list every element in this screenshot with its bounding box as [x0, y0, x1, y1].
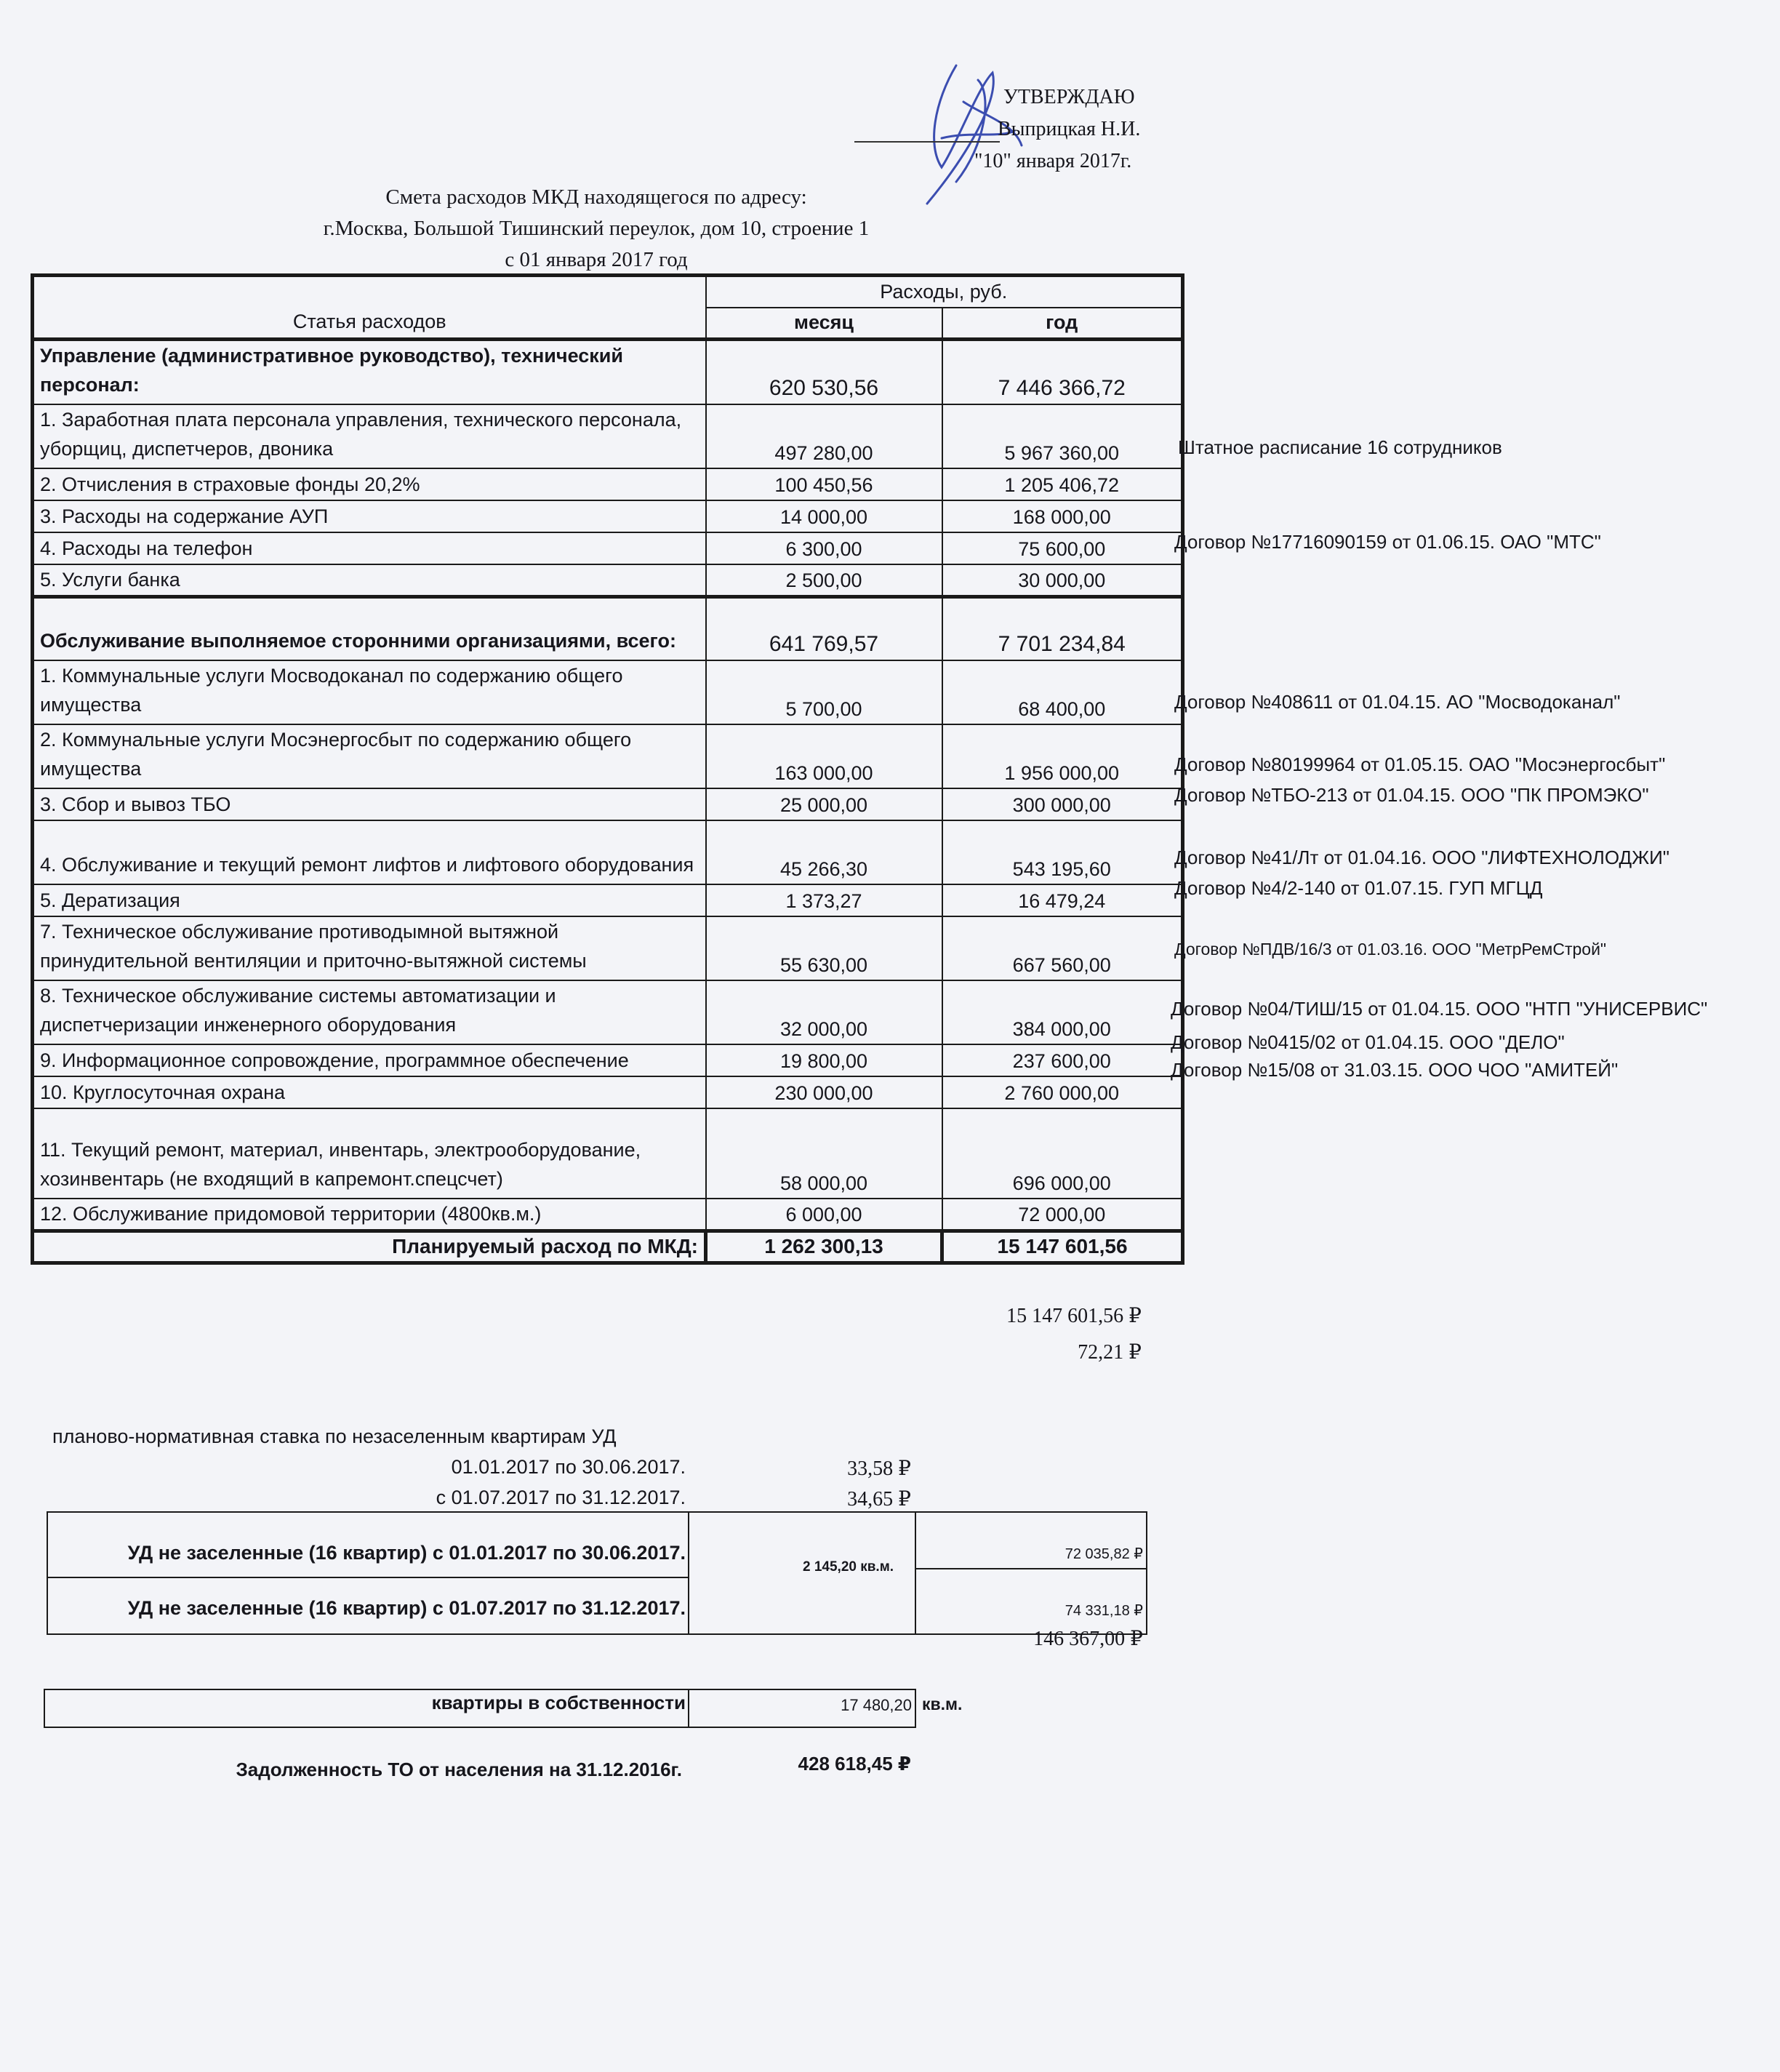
- note-waste: Договор №ТБО-213 от 01.04.15. ООО "ПК ПРОМЭКО": [1174, 784, 1649, 806]
- row-month-value: 6 300,00: [706, 532, 942, 564]
- row-year-value: 1 205 406,72: [942, 468, 1183, 500]
- vacant-amount-1: 72 035,82 ₽: [1065, 1546, 1143, 1562]
- row-year-value: 543 195,60: [942, 820, 1183, 884]
- owned-unit: кв.м.: [922, 1695, 963, 1713]
- note-lift: Договор №41/Лт от 01.04.16. ООО "ЛИФТЕХНОЛОДЖИ": [1174, 847, 1670, 868]
- table-row: [33, 500, 1183, 532]
- row-year-value: 5 967 360,00: [942, 404, 1183, 468]
- row-month-value: 5 700,00: [706, 660, 942, 724]
- annual-total: 15 147 601,56 ₽: [1006, 1305, 1142, 1327]
- owned-label: квартиры в собственности: [431, 1692, 686, 1713]
- vacant-amount-divider: [915, 1568, 1147, 1569]
- rate-per-sqm: 72,21 ₽: [1078, 1341, 1142, 1364]
- row-month-value: 163 000,00: [706, 724, 942, 788]
- row-year-value: 16 479,24: [942, 884, 1183, 916]
- row-label: 3. Сбор и вывоз ТБО: [33, 788, 706, 820]
- note-phone: Договор №17716090159 от 01.06.15. ОАО "МТС": [1174, 531, 1601, 553]
- row-month-value: 230 000,00: [706, 1076, 942, 1108]
- heading-line-3: с 01 января 2017 год: [505, 248, 688, 271]
- table-row: [33, 1199, 1183, 1231]
- table-row: [33, 404, 1183, 468]
- table-row: [33, 340, 1183, 405]
- vacant-rate-1: 33,58 ₽: [847, 1457, 911, 1480]
- note-energy: Договор №80199964 от 01.05.15. ОАО "Мосэнергосбыт": [1174, 753, 1666, 775]
- table-row: [33, 660, 1183, 724]
- vacant-period-2: с 01.07.2017 по 31.12.2017.: [436, 1487, 686, 1508]
- table-row: [33, 724, 1183, 788]
- total-row: [33, 1231, 1183, 1263]
- table-row: [33, 532, 1183, 564]
- row-label: 4. Обслуживание и текущий ремонт лифтов и лифтового оборудования: [33, 820, 706, 884]
- approval-name: Выприцкая Н.И.: [998, 118, 1141, 140]
- note-vent: Договор №ПДВ/16/3 от 01.03.16. ООО "МетрРемСтрой": [1174, 940, 1607, 959]
- table-row: [33, 788, 1183, 820]
- column-header-month: месяц: [706, 308, 942, 340]
- note-staff: Штатное расписание 16 сотрудников: [1178, 436, 1502, 458]
- row-month-value: 641 769,57: [706, 596, 942, 660]
- row-month-value: 620 530,56: [706, 340, 942, 405]
- table-row: [33, 884, 1183, 916]
- table-row: [33, 468, 1183, 500]
- owned-divider: [688, 1689, 689, 1728]
- approval-title: УТВЕРЖДАЮ: [1003, 86, 1135, 108]
- expense-table: [31, 273, 1184, 1265]
- row-year-value: 696 000,00: [942, 1108, 1183, 1199]
- table-row: [33, 1044, 1183, 1076]
- column-header-year: год: [942, 308, 1183, 340]
- row-month-value: 32 000,00: [706, 980, 942, 1044]
- row-label: Обслуживание выполняемое сторонними организациями, всего:: [33, 596, 706, 660]
- signature-line: [854, 141, 1000, 143]
- row-label: 5. Услуги банка: [33, 564, 706, 596]
- vacant-divider: [47, 1577, 689, 1578]
- row-month-value: 100 450,56: [706, 468, 942, 500]
- note-auto: Договор №04/ТИШ/15 от 01.04.15. ООО "НТП "УНИСЕРВИС": [1171, 998, 1708, 1020]
- row-month-value: 45 266,30: [706, 820, 942, 884]
- vacant-title: планово-нормативная ставка по незаселенным квартирам УД: [52, 1425, 617, 1447]
- row-month-value: 58 000,00: [706, 1108, 942, 1199]
- row-label: 2. Отчисления в страховые фонды 20,2%: [33, 468, 706, 500]
- row-label: 1. Коммунальные услуги Мосводоканал по содержанию общего имущества: [33, 660, 706, 724]
- row-year-value: 7 701 234,84: [942, 596, 1183, 660]
- row-label: 10. Круглосуточная охрана: [33, 1076, 706, 1108]
- vacant-amount-2: 74 331,18 ₽: [1065, 1603, 1143, 1619]
- row-month-value: 6 000,00: [706, 1199, 942, 1231]
- row-label: 3. Расходы на содержание АУП: [33, 500, 706, 532]
- row-label: 9. Информационное сопровождение, программное обеспечение: [33, 1044, 706, 1076]
- row-month-value: 1 373,27: [706, 884, 942, 916]
- column-header-item: Статья расходов: [33, 276, 706, 340]
- row-year-value: 300 000,00: [942, 788, 1183, 820]
- row-month-value: 497 280,00: [706, 404, 942, 468]
- total-year-value: 15 147 601,56: [942, 1231, 1183, 1263]
- row-label: 11. Текущий ремонт, материал, инвентарь, электрооборудование, хозинвентарь (не входящий в капремонт.спецсчет): [33, 1108, 706, 1199]
- row-month-value: 2 500,00: [706, 564, 942, 596]
- note-pest: Договор №4/2-140 от 01.07.15. ГУП МГЦД: [1174, 877, 1543, 899]
- row-month-value: 14 000,00: [706, 500, 942, 532]
- row-year-value: 75 600,00: [942, 532, 1183, 564]
- heading-line-1: Смета расходов МКД находящегося по адресу:: [385, 185, 807, 209]
- vacant-area: 2 145,20 кв.м.: [803, 1559, 894, 1575]
- row-label: 4. Расходы на телефон: [33, 532, 706, 564]
- table-row: [33, 564, 1183, 596]
- heading-line-2: г.Москва, Большой Тишинский переулок, дом 10, строение 1: [323, 217, 870, 240]
- table-row: [33, 980, 1183, 1044]
- row-label: 5. Дератизация: [33, 884, 706, 916]
- total-month-value: 1 262 300,13: [706, 1231, 942, 1263]
- table-row: [33, 596, 1183, 660]
- vacant-row-1-label: УД не заселенные (16 квартир) с 01.01.2017 по 30.06.2017.: [127, 1542, 686, 1564]
- vacant-rate-2: 34,65 ₽: [847, 1488, 911, 1511]
- debt-label: Задолженность ТО от населения на 31.12.2016г.: [236, 1759, 682, 1780]
- row-year-value: 72 000,00: [942, 1199, 1183, 1231]
- row-label: 7. Техническое обслуживание противодымной вытяжной принудительной вентиляции и приточно-вытяжной системы: [33, 916, 706, 980]
- note-water: Договор №408611 от 01.04.15. АО "Мосводоканал": [1174, 691, 1621, 713]
- table-row: [33, 1076, 1183, 1108]
- row-label: 12. Обслуживание придомовой территории (4800кв.м.): [33, 1199, 706, 1231]
- row-month-value: 19 800,00: [706, 1044, 942, 1076]
- table-row: [33, 820, 1183, 884]
- row-label: Управление (административное руководство), технический персонал:: [33, 340, 706, 405]
- row-year-value: 237 600,00: [942, 1044, 1183, 1076]
- row-label: 8. Техническое обслуживание системы автоматизации и диспетчеризации инженерного оборудования: [33, 980, 706, 1044]
- row-month-value: 25 000,00: [706, 788, 942, 820]
- table-row: [33, 916, 1183, 980]
- column-header-group: Расходы, руб.: [706, 276, 1183, 308]
- note-info: Договор №0415/02 от 01.04.15. ООО "ДЕЛО": [1171, 1031, 1565, 1053]
- row-year-value: 2 760 000,00: [942, 1076, 1183, 1108]
- row-year-value: 7 446 366,72: [942, 340, 1183, 405]
- row-year-value: 30 000,00: [942, 564, 1183, 596]
- row-month-value: 55 630,00: [706, 916, 942, 980]
- approval-date: "10" января 2017г.: [974, 150, 1132, 172]
- note-guard: Договор №15/08 от 31.03.15. ООО ЧОО "АМИТЕЙ": [1171, 1059, 1619, 1081]
- row-label: 1. Заработная плата персонала управления, технического персонала, уборщиц, диспетчеров, двоника: [33, 404, 706, 468]
- row-year-value: 667 560,00: [942, 916, 1183, 980]
- table-row: [33, 1108, 1183, 1199]
- owned-area: 17 480,20: [841, 1696, 912, 1714]
- vacant-col-divider-2: [915, 1511, 916, 1635]
- vacant-total: 146 367,00 ₽: [1033, 1628, 1143, 1650]
- vacant-period-1: 01.01.2017 по 30.06.2017.: [451, 1456, 686, 1478]
- total-label: Планируемый расход по МКД:: [33, 1231, 706, 1263]
- debt-amount: 428 618,45 ₽: [798, 1753, 911, 1775]
- row-year-value: 1 956 000,00: [942, 724, 1183, 788]
- row-label: 2. Коммунальные услуги Мосэнергосбыт по содержанию общего имущества: [33, 724, 706, 788]
- vacant-row-2-label: УД не заселенные (16 квартир) с 01.07.2017 по 31.12.2017.: [127, 1597, 686, 1619]
- row-year-value: 68 400,00: [942, 660, 1183, 724]
- row-year-value: 384 000,00: [942, 980, 1183, 1044]
- row-year-value: 168 000,00: [942, 500, 1183, 532]
- vacant-col-divider-1: [688, 1511, 689, 1635]
